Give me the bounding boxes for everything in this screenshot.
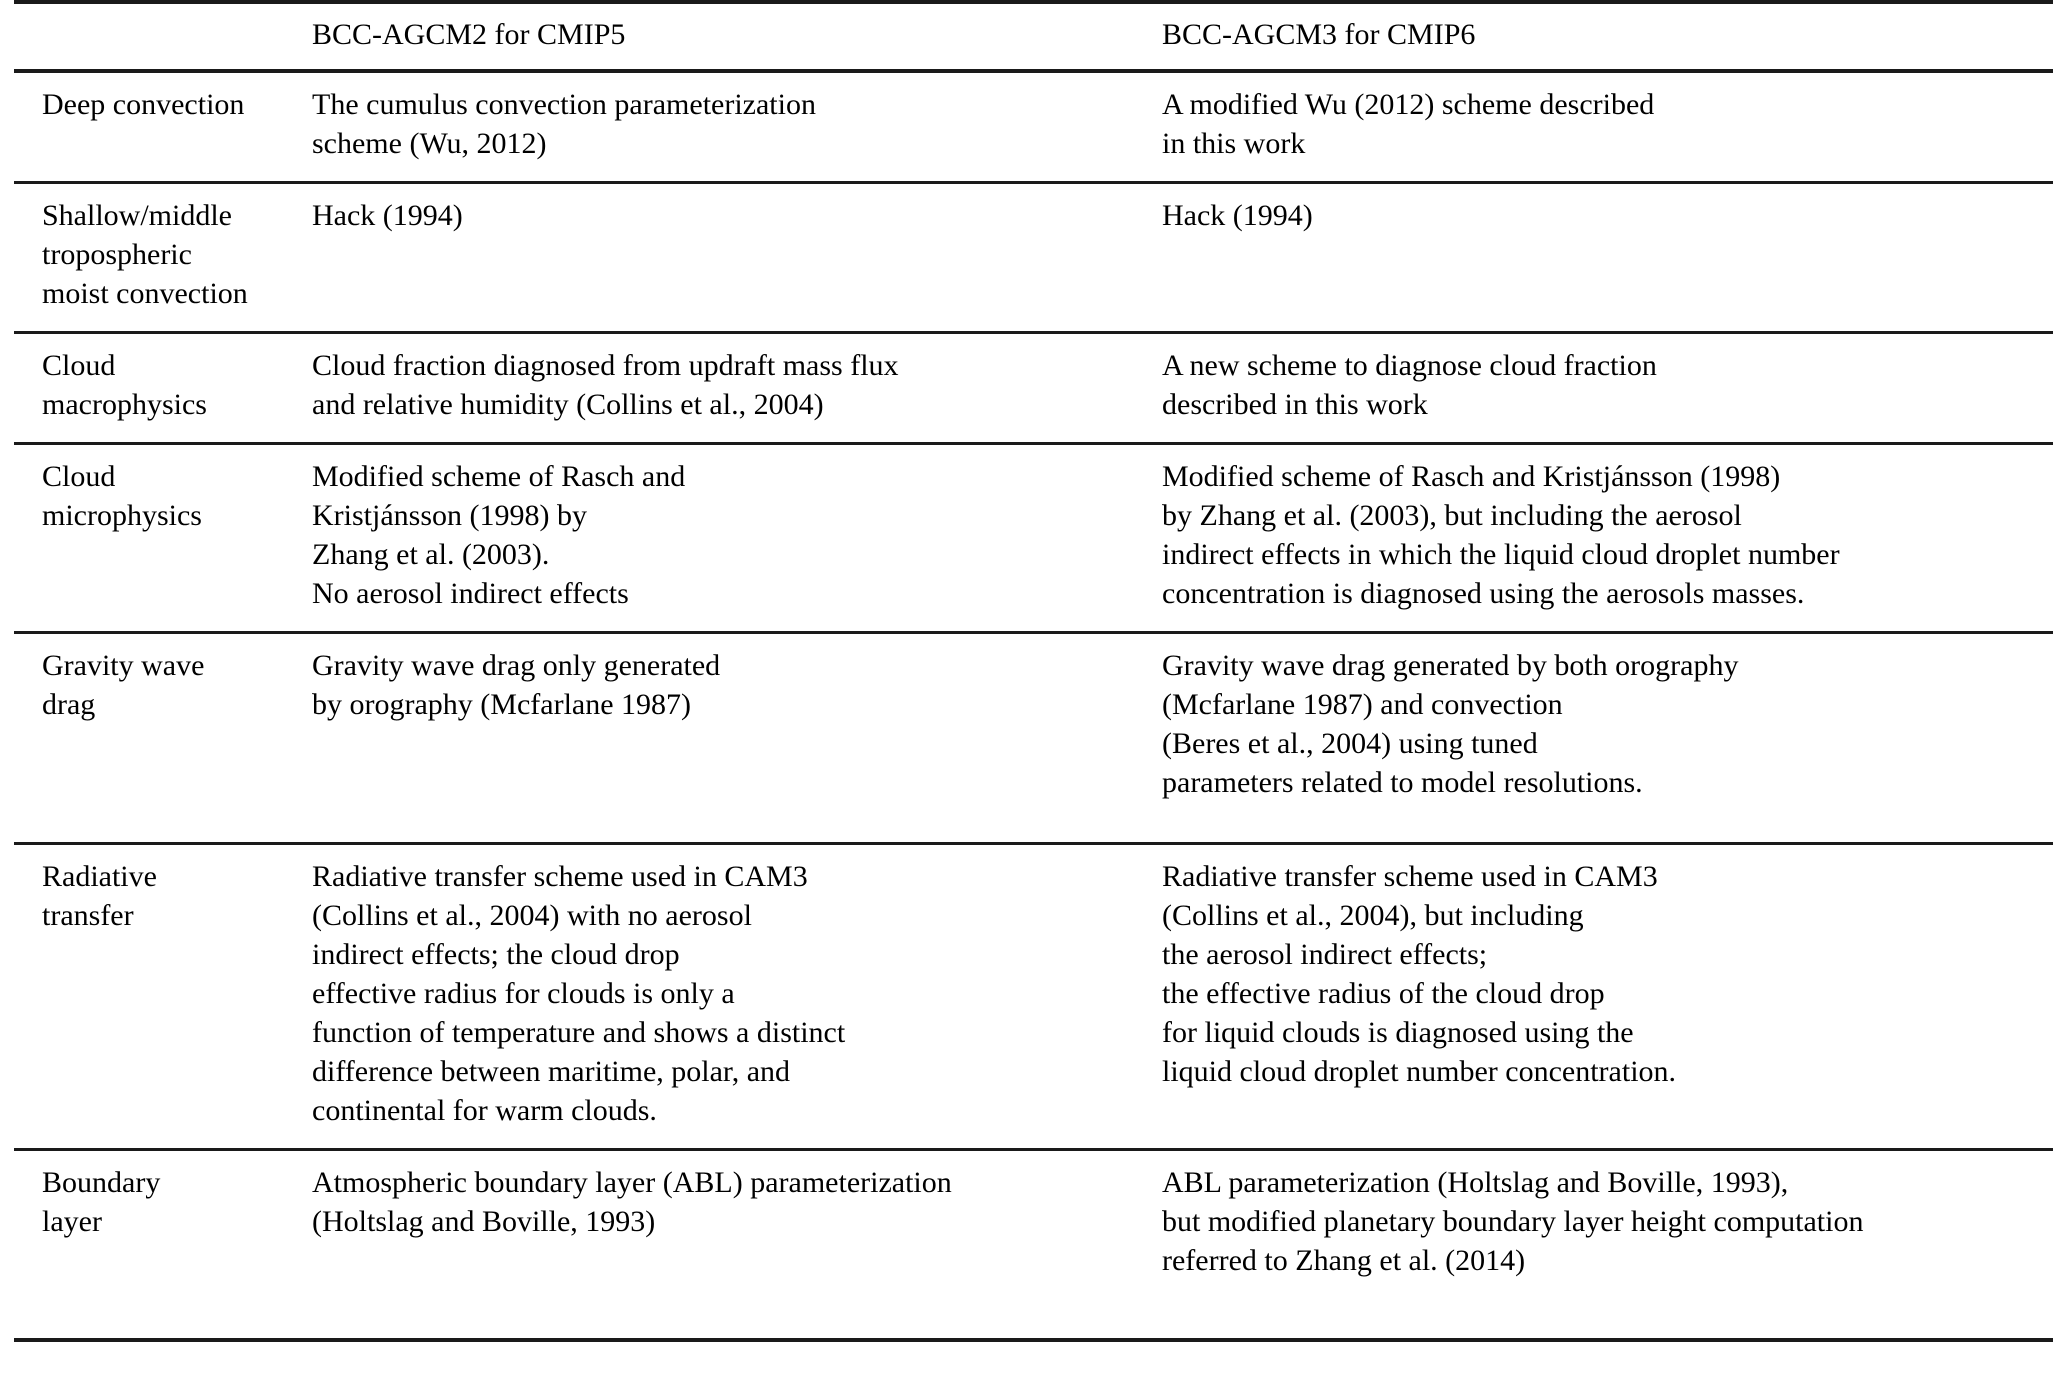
row-label-cell-lines <box>42 857 312 935</box>
text-line: Zhang et al. (2003). <box>312 538 550 571</box>
cmip6-description-cell-lines <box>1162 1163 2053 1280</box>
text-line: Modified scheme of Rasch and Kristjánsson (1998) <box>1162 460 1781 493</box>
text-line: Boundary <box>42 1166 161 1199</box>
text-line: the effective radius of the cloud drop <box>1162 977 1605 1010</box>
text-line: moist convection <box>42 277 248 310</box>
table-row <box>14 633 2053 844</box>
row-label-cell-lines <box>42 85 312 124</box>
table-row <box>14 1150 2053 1341</box>
cmip5-description-cell-lines <box>312 85 1152 163</box>
text-line: Gravity wave drag generated by both orography <box>1162 649 1739 682</box>
text-line: the aerosol indirect effects; <box>1162 938 1488 971</box>
text-line: Cloud fraction diagnosed from updraft mass flux <box>312 349 899 382</box>
table-row <box>14 844 2053 1150</box>
cmip5-description-cell <box>312 1150 1152 1341</box>
text-line: tropospheric <box>42 238 192 271</box>
text-line: (Mcfarlane 1987) and convection <box>1162 688 1563 721</box>
text-line: Gravity wave drag only generated <box>312 649 721 682</box>
text-line: microphysics <box>42 499 202 532</box>
cmip6-description-cell <box>1152 444 2053 633</box>
text-line: Hack (1994) <box>1162 199 1313 232</box>
cmip6-description-cell <box>1152 844 2053 1150</box>
text-line: continental for warm clouds. <box>312 1094 657 1127</box>
cmip6-description-cell-lines <box>1162 457 2053 613</box>
column-header-component <box>14 2 312 71</box>
text-line: Shallow/middle <box>42 199 232 232</box>
text-line: transfer <box>42 899 134 932</box>
text-line: Hack (1994) <box>312 199 463 232</box>
row-label-cell <box>14 633 312 844</box>
row-label-cell-lines <box>42 1163 312 1241</box>
comparison-table <box>14 0 2053 1342</box>
text-line: The cumulus convection parameterization <box>312 88 816 121</box>
text-line: parameters related to model resolutions. <box>1162 766 1643 799</box>
row-label-cell <box>14 444 312 633</box>
cmip6-description-cell-lines <box>1162 646 2053 802</box>
cmip6-description-cell <box>1152 1150 2053 1341</box>
cmip5-description-cell-lines <box>312 857 1152 1130</box>
cmip5-description-cell <box>312 844 1152 1150</box>
cmip5-description-cell-lines <box>312 646 1152 724</box>
cmip5-description-cell <box>312 71 1152 183</box>
text-line: Modified scheme of Rasch and <box>312 460 686 493</box>
cmip6-description-cell-lines <box>1162 196 2053 235</box>
cmip6-description-cell <box>1152 183 2053 333</box>
text-line: (Holtslag and Boville, 1993) <box>312 1205 656 1238</box>
text-line: scheme (Wu, 2012) <box>312 127 547 160</box>
text-line: for liquid clouds is diagnosed using the <box>1162 1016 1634 1049</box>
table-row <box>14 183 2053 333</box>
row-label-cell-lines <box>42 457 312 535</box>
text-line: by Zhang et al. (2003), but including the aerosol <box>1162 499 1742 532</box>
text-line: Deep convection <box>42 88 245 121</box>
text-line: A new scheme to diagnose cloud fraction <box>1162 349 1657 382</box>
column-header-cmip6: BCC-AGCM3 for CMIP6 <box>1152 2 2053 71</box>
cmip6-description-cell-lines <box>1162 346 2053 424</box>
cmip5-description-cell <box>312 183 1152 333</box>
text-line: Radiative <box>42 860 157 893</box>
table-row <box>14 71 2053 183</box>
cmip5-description-cell <box>312 333 1152 444</box>
table-row <box>14 333 2053 444</box>
table-header-row <box>14 2 2053 71</box>
row-label-cell-lines <box>42 346 312 424</box>
cmip5-description-cell <box>312 444 1152 633</box>
text-line: concentration is diagnosed using the aerosols masses. <box>1162 577 1805 610</box>
text-line: (Collins et al., 2004) with no aerosol <box>312 899 752 932</box>
text-line: described in this work <box>1162 388 1428 421</box>
text-line: function of temperature and shows a distinct <box>312 1016 846 1049</box>
table-header <box>14 2 2053 71</box>
text-line: layer <box>42 1205 102 1238</box>
cmip5-description-cell-lines <box>312 457 1152 613</box>
text-line: difference between maritime, polar, and <box>312 1055 791 1088</box>
text-line: Radiative transfer scheme used in CAM3 <box>1162 860 1658 893</box>
text-line: indirect effects in which the liquid cloud droplet number <box>1162 538 1840 571</box>
column-header-cmip5: BCC-AGCM2 for CMIP5 <box>312 2 1152 71</box>
cmip5-description-cell-lines <box>312 196 1152 235</box>
text-line: effective radius for clouds is only a <box>312 977 735 1010</box>
cmip6-description-cell <box>1152 633 2053 844</box>
cmip6-description-cell <box>1152 333 2053 444</box>
text-line: ABL parameterization (Holtslag and Boville, 1993), <box>1162 1166 1789 1199</box>
text-line: Kristjánsson (1998) by <box>312 499 587 532</box>
text-line: but modified planetary boundary layer height computation <box>1162 1205 1864 1238</box>
text-line: Cloud <box>42 349 116 382</box>
text-line: and relative humidity (Collins et al., 2004) <box>312 388 824 421</box>
cmip6-description-cell-lines <box>1162 85 2053 163</box>
table-body <box>14 71 2053 1340</box>
text-line: No aerosol indirect effects <box>312 577 629 610</box>
cmip5-description-cell-lines <box>312 346 1152 424</box>
text-line: A modified Wu (2012) scheme described <box>1162 88 1655 121</box>
cmip5-description-cell-lines <box>312 1163 1152 1241</box>
row-label-cell-lines <box>42 646 312 724</box>
text-line: drag <box>42 688 96 721</box>
text-line: Gravity wave <box>42 649 205 682</box>
text-line: in this work <box>1162 127 1306 160</box>
text-line: Cloud <box>42 460 116 493</box>
text-line: (Beres et al., 2004) using tuned <box>1162 727 1538 760</box>
text-line: referred to Zhang et al. (2014) <box>1162 1244 1526 1277</box>
cmip5-description-cell <box>312 633 1152 844</box>
row-label-cell-lines <box>42 196 312 313</box>
row-label-cell <box>14 183 312 333</box>
text-line: Atmospheric boundary layer (ABL) parameterization <box>312 1166 952 1199</box>
text-line: macrophysics <box>42 388 207 421</box>
cmip6-description-cell <box>1152 71 2053 183</box>
cmip6-description-cell-lines <box>1162 857 2053 1091</box>
text-line: by orography (Mcfarlane 1987) <box>312 688 692 721</box>
row-label-cell <box>14 333 312 444</box>
row-label-cell <box>14 71 312 183</box>
text-line: (Collins et al., 2004), but including <box>1162 899 1584 932</box>
row-label-cell <box>14 1150 312 1341</box>
table-row <box>14 444 2053 633</box>
text-line: indirect effects; the cloud drop <box>312 938 680 971</box>
text-line: Radiative transfer scheme used in CAM3 <box>312 860 808 893</box>
row-label-cell <box>14 844 312 1150</box>
text-line: liquid cloud droplet number concentration. <box>1162 1055 1677 1088</box>
